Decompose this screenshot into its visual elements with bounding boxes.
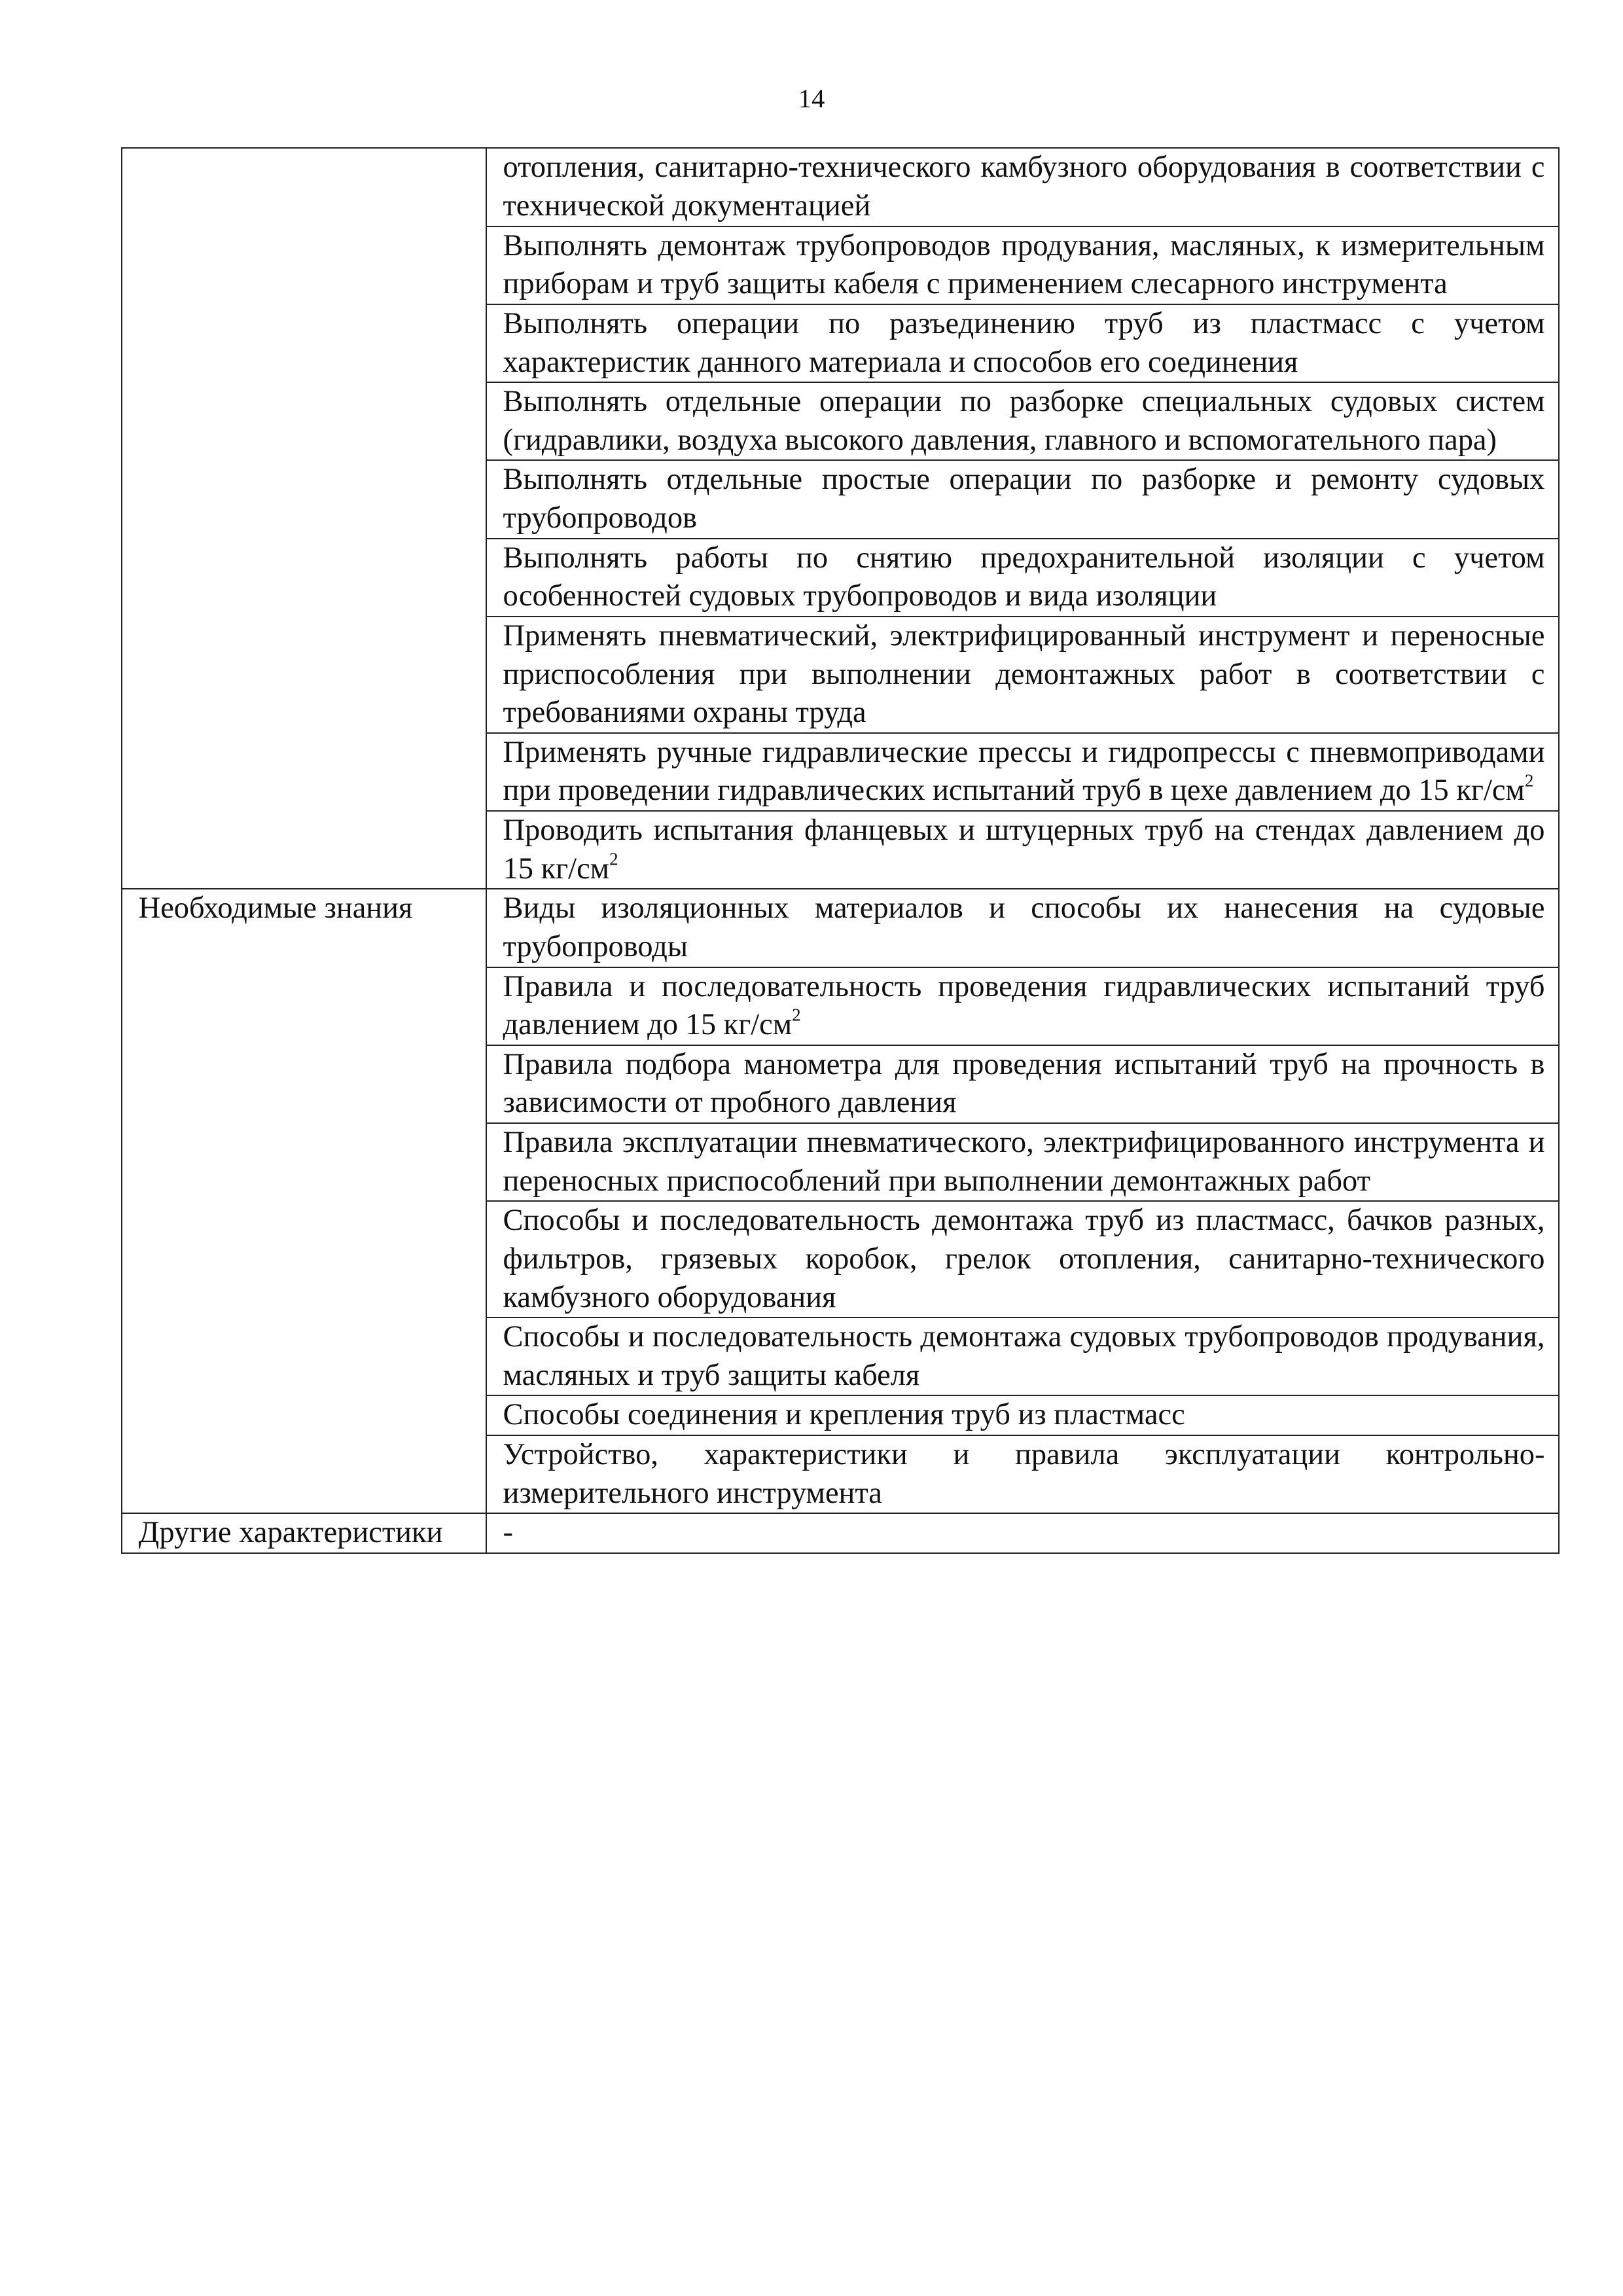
table-row xyxy=(122,148,1559,226)
row-text: Выполнять работы по снятию предохранительной изоляции с учетом особенностей судовых трубопроводов и вида изоляции xyxy=(503,541,1545,613)
row-text: Виды изоляционных материалов и способы их нанесения на судовые трубопроводы xyxy=(503,891,1545,963)
row-text: Выполнять операции по разъединению труб из пластмасс с учетом характеристик данного материала и способов его соединения xyxy=(503,306,1545,379)
skill-row xyxy=(486,539,1559,617)
skill-row xyxy=(486,148,1559,226)
superscript: 2 xyxy=(609,849,618,869)
skill-row xyxy=(486,226,1559,304)
superscript: 2 xyxy=(1524,771,1534,791)
knowledge-row xyxy=(486,1395,1559,1435)
knowledge-row xyxy=(486,1123,1559,1201)
row-text: Устройство, характеристики и правила эксплуатации контрольно-измерительного инструмента xyxy=(503,1438,1545,1510)
row-text: Выполнять отдельные простые операции по разборке и ремонту судовых трубопроводов xyxy=(503,463,1545,535)
knowledge-row xyxy=(486,889,1559,967)
row-text: Правила эксплуатации пневматического, электрифицированного инструмента и переносных приспособлений при выполнении демонтажных работ xyxy=(503,1126,1545,1198)
row-text: Выполнять демонтаж трубопроводов продувания, масляных, к измерительным приборам и труб защиты кабеля с применением слесарного инструмента xyxy=(503,228,1545,301)
superscript: 2 xyxy=(792,1005,801,1025)
table-row xyxy=(122,1513,1559,1553)
other-label: Другие характеристики xyxy=(122,1513,486,1553)
row-text: Способы и последовательность демонтажа судовых трубопроводов продувания, масляных и труб защиты кабеля xyxy=(503,1320,1545,1392)
row-text: Способы и последовательность демонтажа труб из пластмасс, бачков разных, фильтров, грязевых коробок, грелок отопления, санитарно-технического камбузного оборудования xyxy=(503,1204,1545,1314)
row-text: Правила и последовательность проведения гидравлических испытаний труб давлением до 15 кг/см xyxy=(503,969,1545,1042)
qualification-table xyxy=(121,147,1560,1554)
table-row xyxy=(122,889,1559,967)
knowledge-row xyxy=(486,1045,1559,1123)
knowledge-row xyxy=(486,1435,1559,1513)
row-text: Способы соединения и крепления труб из пластмасс xyxy=(503,1398,1185,1432)
skill-row xyxy=(486,304,1559,382)
row-text: Проводить испытания фланцевых и штуцерных труб на стендах давлением до 15 кг/см xyxy=(503,814,1545,886)
row-text: Применять пневматический, электрифицированный инструмент и переносные приспособления при выполнении демонтажных работ в соответствии с требованиями охраны труда xyxy=(503,619,1545,730)
skill-row xyxy=(486,617,1559,733)
knowledge-label: Необходимые знания xyxy=(122,889,486,1513)
skills-label-cell xyxy=(122,148,486,889)
row-text: Правила подбора манометра для проведения испытаний труб на прочность в зависимости от пробного давления xyxy=(503,1047,1545,1120)
page-number: 14 xyxy=(798,84,825,114)
knowledge-row xyxy=(486,1201,1559,1318)
knowledge-row xyxy=(486,967,1559,1045)
row-text: отопления, санитарно-технического камбузного оборудования в соответствии с технической документацией xyxy=(503,151,1545,223)
skill-row xyxy=(486,733,1559,811)
skill-row xyxy=(486,460,1559,538)
row-text: Применять ручные гидравлические прессы и гидропрессы с пневмоприводами при проведении гидравлических испытаний труб в цехе давлением до 15 кг/см xyxy=(503,735,1545,808)
other-value: - xyxy=(486,1513,1559,1553)
skill-row xyxy=(486,382,1559,460)
skill-row xyxy=(486,811,1559,889)
knowledge-row xyxy=(486,1318,1559,1395)
row-text: Выполнять отдельные операции по разборке специальных судовых систем (гидравлики, воздуха высокого давления, главного и вспомогательного пара) xyxy=(503,385,1545,457)
